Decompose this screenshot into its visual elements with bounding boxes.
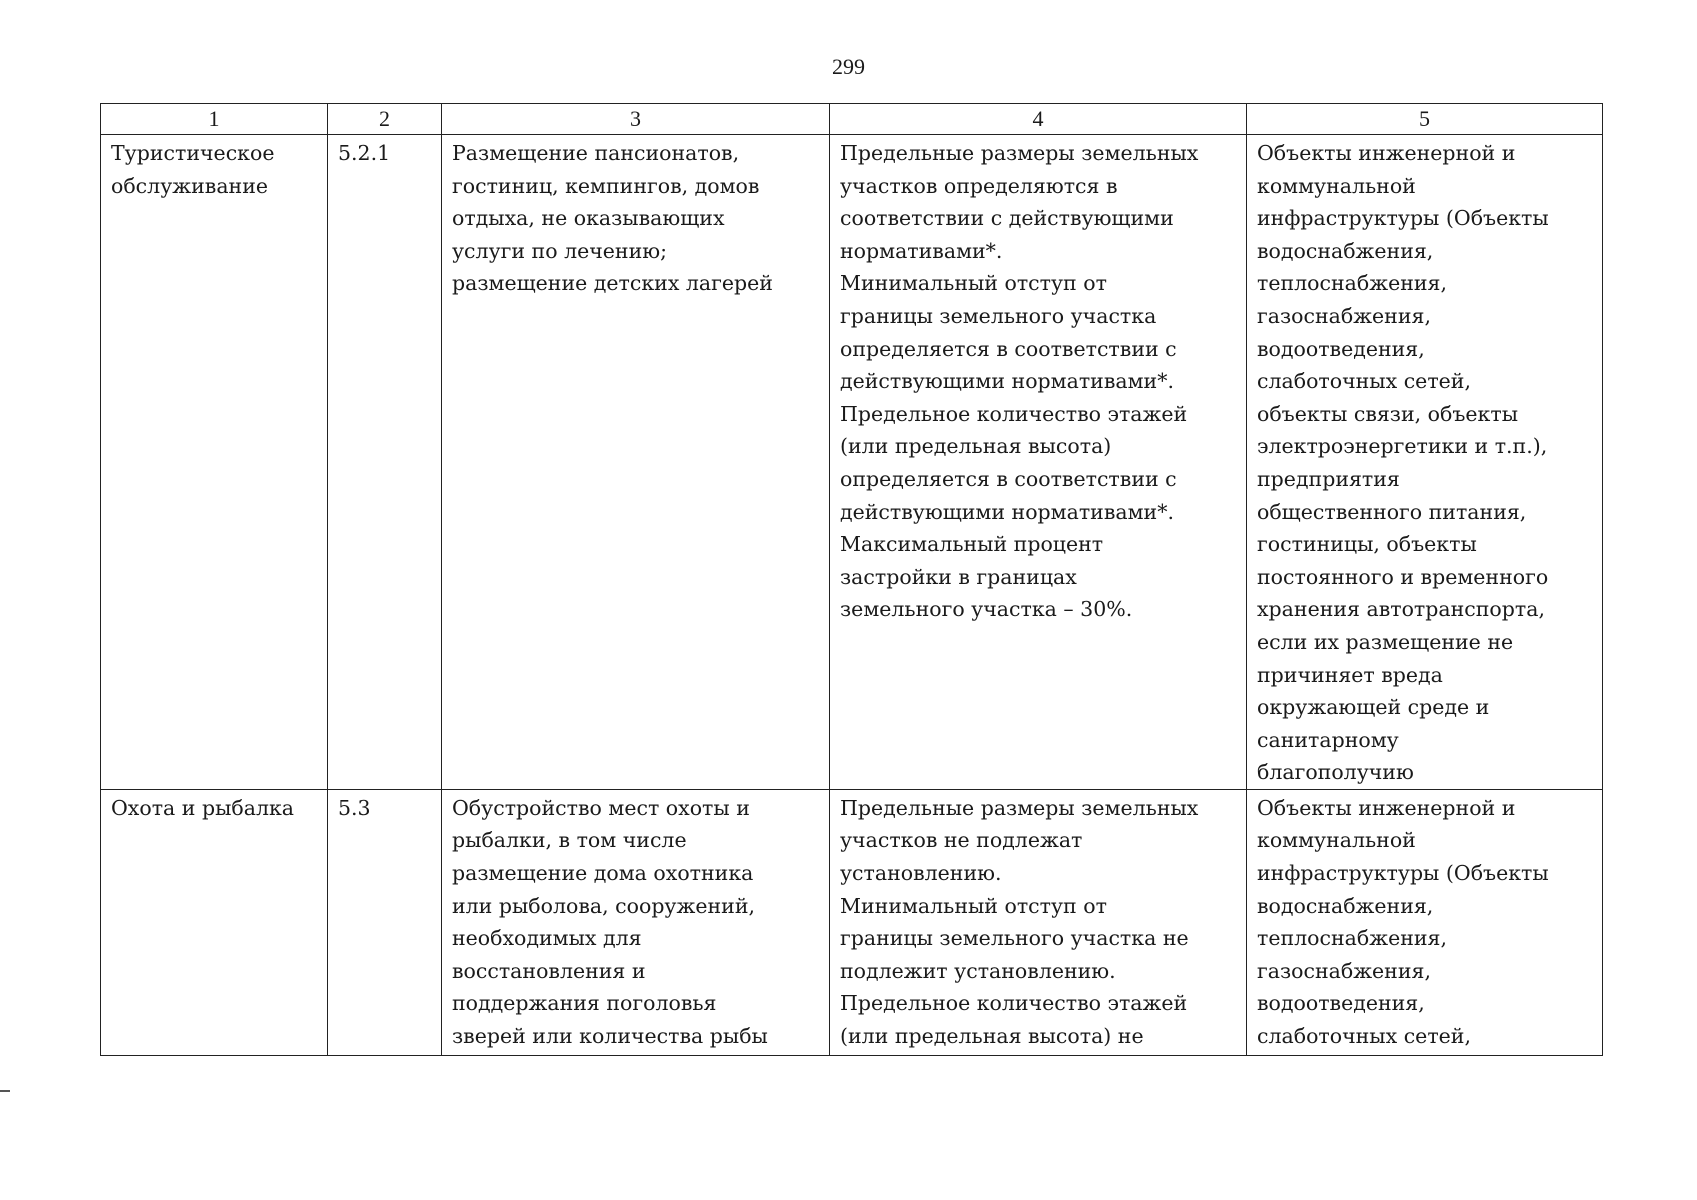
- text-line: теплоснабжения,: [1257, 271, 1447, 296]
- text-line: благополучию: [1257, 760, 1414, 785]
- header-cell: 5: [1247, 104, 1603, 135]
- parameters-cell: [830, 135, 1247, 790]
- header-cell: 1: [101, 104, 328, 135]
- margin-mark: [0, 1090, 10, 1092]
- text-line: отдыха, не оказывающих: [452, 206, 725, 231]
- text-line: установлению.: [840, 861, 1002, 886]
- text-line: санитарному: [1257, 727, 1399, 752]
- text-line: инфраструктуры (Объекты: [1257, 206, 1549, 231]
- text-line: необходимых для: [452, 926, 642, 951]
- header-cell: 3: [442, 104, 830, 135]
- text-line: общественного питания,: [1257, 499, 1527, 524]
- text-line: газоснабжения,: [1257, 958, 1431, 983]
- text-line: границы земельного участка не: [840, 926, 1189, 951]
- description-cell: [442, 789, 830, 1055]
- text-line: (или предельная высота): [840, 434, 1112, 459]
- text-line: Предельное количество этажей: [840, 401, 1188, 426]
- text-line: постоянного и временного: [1257, 564, 1549, 589]
- text-line: причиняет вреда: [1257, 662, 1443, 687]
- text-line: определяется в соответствии с: [840, 466, 1177, 491]
- text-line: Предельное количество этажей: [840, 991, 1188, 1016]
- auxiliary-uses-cell: [1247, 135, 1603, 790]
- text-line: водоотведения,: [1257, 991, 1425, 1016]
- text-line: гостиниц, кемпингов, домов: [452, 173, 760, 198]
- text-line: теплоснабжения,: [1257, 926, 1447, 951]
- text-line: предприятия: [1257, 466, 1400, 491]
- text-line: коммунальной: [1257, 828, 1416, 853]
- page-number: 299: [832, 54, 865, 79]
- text-line: Обустройство мест охоты и: [452, 795, 750, 820]
- text-line: водоснабжения,: [1257, 238, 1434, 263]
- text-line: слаботочных сетей,: [1257, 1024, 1471, 1049]
- regulations-table: [100, 103, 1603, 1056]
- header-cell: 4: [830, 104, 1247, 135]
- text-line: земельного участка – 30%.: [840, 597, 1133, 622]
- text-line: водоотведения,: [1257, 336, 1425, 361]
- text-line: Минимальный отступ от: [840, 893, 1107, 918]
- text-line: Минимальный отступ от: [840, 271, 1107, 296]
- text-line: нормативами*.: [840, 238, 1003, 263]
- table-header-row: [101, 104, 1603, 135]
- text-line: зверей или количества рыбы: [452, 1024, 768, 1049]
- text-line: инфраструктуры (Объекты: [1257, 861, 1549, 886]
- land-use-code-cell: 5.2.1: [328, 135, 442, 790]
- table-row: [101, 135, 1603, 790]
- text-line: коммунальной: [1257, 173, 1416, 198]
- text-line: или рыболова, сооружений,: [452, 893, 755, 918]
- text-line: услуги по лечению;: [452, 238, 667, 263]
- text-line: действующими нормативами*.: [840, 369, 1174, 394]
- text-line: (или предельная высота) не: [840, 1024, 1144, 1049]
- text-line: рыбалки, в том числе: [452, 828, 687, 853]
- text-line: Объекты инженерной и: [1257, 795, 1516, 820]
- text-line: Размещение пансионатов,: [452, 141, 740, 165]
- text-line: Предельные размеры земельных: [840, 795, 1199, 820]
- land-use-code-cell: 5.3: [328, 789, 442, 1055]
- text-line: участков не подлежат: [840, 828, 1083, 853]
- text-line: действующими нормативами*.: [840, 499, 1174, 524]
- text-line: поддержания поголовья: [452, 991, 717, 1016]
- header-cell: 2: [328, 104, 442, 135]
- text-line: границы земельного участка: [840, 303, 1157, 328]
- auxiliary-uses-cell: [1247, 789, 1603, 1055]
- text-line: размещение дома охотника: [452, 861, 754, 886]
- text-line: соответствии с действующими: [840, 206, 1174, 231]
- land-use-name-cell: [101, 789, 328, 1055]
- text-line: гостиницы, объекты: [1257, 532, 1477, 557]
- text-line: участков определяются в: [840, 173, 1118, 198]
- text-line: застройки в границах: [840, 564, 1077, 589]
- text-line: газоснабжения,: [1257, 303, 1431, 328]
- text-line: окружающей среде и: [1257, 695, 1490, 720]
- land-use-name-cell: [101, 135, 328, 790]
- text-line: Охота и рыбалка: [111, 795, 295, 820]
- text-line: электроэнергетики и т.п.),: [1257, 434, 1548, 459]
- description-cell: [442, 135, 830, 790]
- text-line: Объекты инженерной и: [1257, 141, 1516, 165]
- text-line: размещение детских лагерей: [452, 271, 773, 296]
- text-line: обслуживание: [111, 173, 268, 198]
- text-line: слаботочных сетей,: [1257, 369, 1471, 394]
- text-line: хранения автотранспорта,: [1257, 597, 1545, 622]
- text-line: определяется в соответствии с: [840, 336, 1177, 361]
- text-line: Максимальный процент: [840, 532, 1104, 557]
- parameters-cell: [830, 789, 1247, 1055]
- text-line: восстановления и: [452, 958, 646, 983]
- text-line: если их размещение не: [1257, 629, 1514, 654]
- table-row: [101, 789, 1603, 1055]
- text-line: Туристическое: [111, 141, 275, 165]
- text-line: объекты связи, объекты: [1257, 401, 1519, 426]
- text-line: подлежит установлению.: [840, 958, 1116, 983]
- text-line: водоснабжения,: [1257, 893, 1434, 918]
- text-line: Предельные размеры земельных: [840, 141, 1199, 165]
